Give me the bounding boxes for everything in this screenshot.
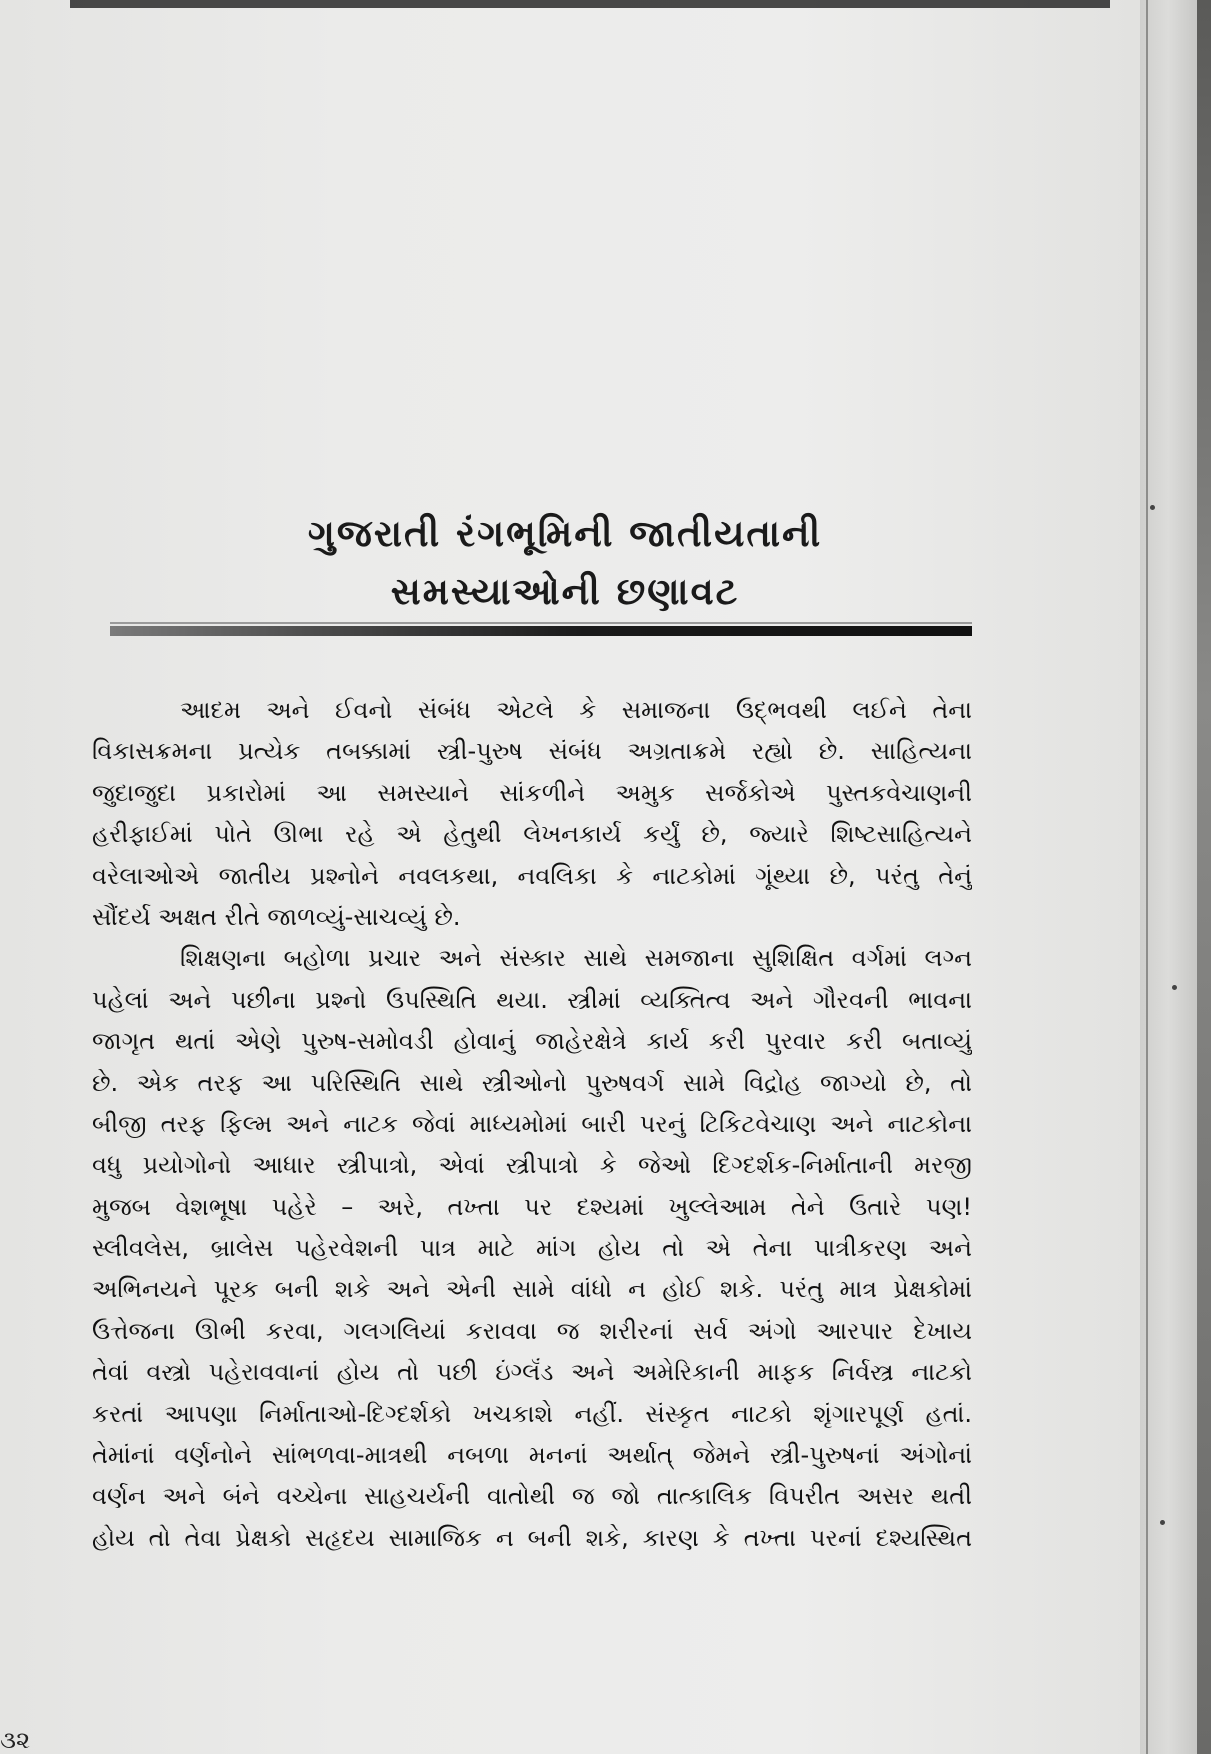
title-underline	[110, 626, 972, 636]
body-text	[92, 690, 972, 1559]
binding-shadow	[1197, 0, 1211, 1754]
text-line: ઉત્તેજના ઊભી કરવા, ગલગલિયાં કરાવવા જ શરીરનાં સર્વ અંગો આરપાર દેખાય	[92, 1316, 972, 1345]
text-line: આદમ અને ઈવનો સંબંધ એટલે કે સમાજના ઉદ્ભવથી લઈને તેના	[180, 696, 972, 724]
text-line: શિક્ષણના બહોળા પ્રચાર અને સંસ્કાર સાથે સમજાના સુશિક્ષિત વર્ગમાં લગ્ન	[180, 944, 972, 973]
text-line: વિકાસક્રમના પ્રત્યેક તબક્કામાં સ્ત્રી-પુરુષ સંબંધ અગ્રતાક્રમે રહ્યો છે. સાહિત્યના	[92, 737, 972, 766]
page-number: ૩૨	[0, 1726, 31, 1754]
text-line: સૌંદર્ય અક્ષત રીતે જાળવ્યું-સાચવ્યું છે.	[92, 902, 461, 931]
text-line: હરીફાઈમાં પોતે ઊભા રહે એ હેતુથી લેખનકાર્ય કર્યું છે, જ્યારે શિષ્ટસાહિત્યને	[92, 820, 972, 849]
text-line: અભિનયને પૂરક બની શકે અને એની સામે વાંધો ન હોઈ શકે. પરંતુ માત્ર પ્રેક્ષકોમાં	[92, 1275, 972, 1304]
page-edge-line	[1146, 0, 1148, 1754]
speck	[1172, 985, 1177, 990]
text-line: બીજી તરફ ફિલ્મ અને નાટક જેવાં માધ્યમોમાં બારી પરનું ટિકિટવેચાણ અને નાટકોના	[92, 1109, 972, 1138]
title-underline-thin	[110, 622, 972, 624]
text-line: તેવાં વસ્ત્રો પહેરાવવાનાં હોય તો પછી ઇંગ્લૅંડ અને અમેરિકાની માફક નિર્વસ્ત્ર નાટકો	[92, 1358, 972, 1387]
text-line: કરતાં આપણા નિર્માતાઓ-દિગ્દર્શકો ખચકાશે નહીં. સંસ્કૃત નાટકો શૃંગારપૂર્ણ હતાં.	[92, 1399, 972, 1428]
book-gutter	[1140, 0, 1211, 1754]
text-line: સ્લીવલેસ, બ્રાલેસ પહેરવેશની પાત્ર માટે માંગ હોય તો એ તેના પાત્રીકરણ અને	[92, 1234, 972, 1263]
text-line: જુદાજુદા પ્રકારોમાં આ સમસ્યાને સાંકળીને અમુક સર્જકોએ પુસ્તકવેચાણની	[92, 778, 972, 807]
text-line: વર્ણન અને બંને વચ્ચેના સાહચર્યની વાતોથી જ જો તાત્કાલિક વિપરીત અસર થતી	[92, 1482, 972, 1511]
paragraph-1	[92, 690, 972, 938]
text-line: વધુ પ્રયોગોનો આધાર સ્ત્રીપાત્રો, એવાં સ્ત્રીપાત્રો કે જેઓ દિગ્દર્શક-નિર્માતાની મરજી	[92, 1151, 972, 1180]
text-line: છે. એક તરફ આ પરિસ્થિતિ સાથે સ્ત્રીઓનો પુરુષવર્ગ સામે વિદ્રોહ જાગ્યો છે, તો	[92, 1068, 972, 1097]
chapter-title-line-2: સમસ્યાઓની છણાવટ	[390, 570, 740, 613]
speck	[1150, 505, 1155, 510]
text-line: મુજબ વેશભૂષા પહેરે – અરે, તખ્તા પર દશ્યમાં ખુલ્લેઆમ તેને ઉતારે પણ!	[92, 1192, 972, 1221]
text-line: પહેલાં અને પછીના પ્રશ્નો ઉપસ્થિતિ થયા. સ્ત્રીમાં વ્યક્તિત્વ અને ગૌરવની ભાવના	[92, 985, 972, 1014]
chapter-title	[150, 505, 980, 621]
text-line: જાગૃત થતાં એણે પુરુષ-સમોવડી હોવાનું જાહેરક્ષેત્રે કાર્ય કરી પુરવાર કરી બતાવ્યું	[92, 1027, 972, 1056]
paragraph-2	[92, 938, 972, 1559]
text-line: હોય તો તેવા પ્રેક્ષકો સહૃદય સામાજિક ન બની શકે, કારણ કે તખ્તા પરનાં દશ્યસ્થિત	[92, 1523, 972, 1552]
chapter-title-line-1: ગુજરાતી રંગભૂમિની જાતીયતાની	[307, 512, 823, 555]
text-line: તેમાંનાં વર્ણનોને સાંભળવા-માત્રથી નબળા મનનાં અર્થાત્ જેમને સ્ત્રી-પુરુષનાં અંગોનાં	[92, 1441, 972, 1470]
speck	[1160, 1520, 1165, 1525]
text-line: વરેલાઓએ જાતીય પ્રશ્નોને નવલકથા, નવલિકા કે નાટકોમાં ગૂંથ્યા છે, પરંતુ તેનું	[92, 861, 972, 890]
page-top-shadow	[70, 0, 1110, 8]
